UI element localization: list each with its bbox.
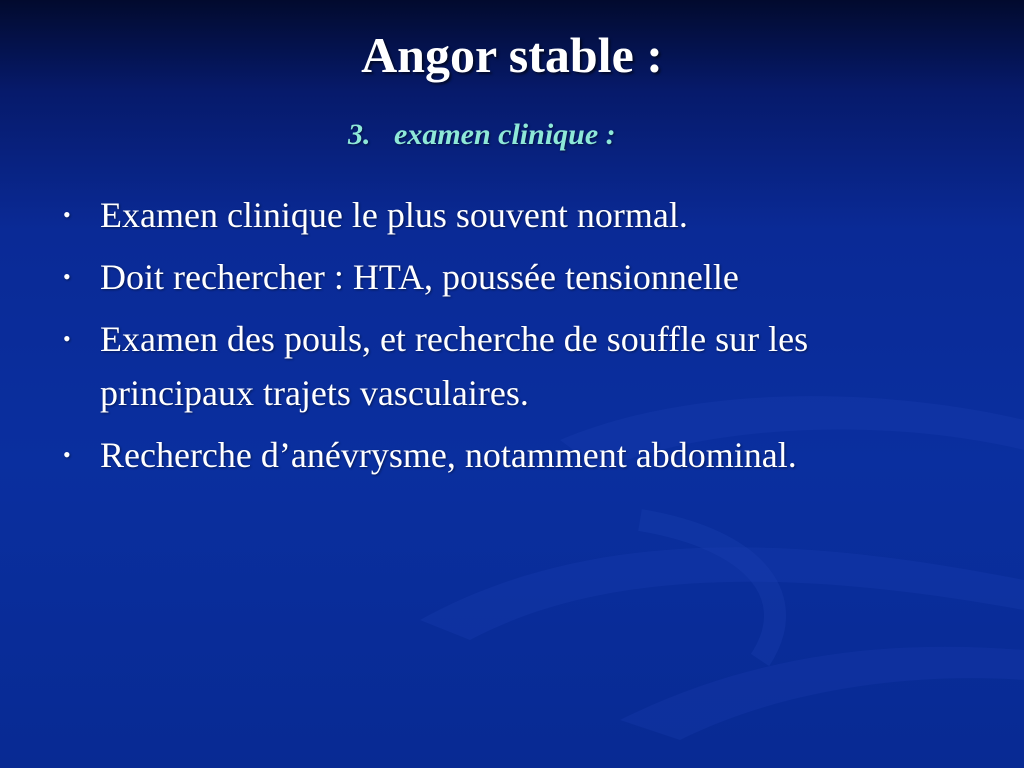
bullet-text: Examen des pouls, et recherche de souffle sur les principaux trajets vasculaires. bbox=[100, 319, 809, 413]
subtitle-text: examen clinique : bbox=[394, 118, 616, 151]
subtitle-number: 3. bbox=[348, 118, 371, 151]
bullet-dot-icon: • bbox=[63, 442, 71, 467]
bullet-dot-icon: • bbox=[63, 202, 71, 227]
bullet-dot-icon: • bbox=[63, 326, 71, 351]
bullet-dot-icon: • bbox=[63, 264, 71, 289]
slide-subtitle bbox=[348, 118, 616, 152]
slide-title: Angor stable : bbox=[361, 27, 663, 83]
bullet-text: Examen clinique le plus souvent normal. bbox=[100, 195, 688, 235]
bullet-item bbox=[60, 312, 960, 420]
bullet-text: Doit rechercher : HTA, poussée tensionnelle bbox=[100, 257, 739, 297]
bullet-text: Recherche d’anévrysme, notamment abdominal. bbox=[100, 435, 797, 475]
bullet-item bbox=[60, 428, 960, 482]
bullet-list bbox=[60, 188, 960, 490]
bullet-item bbox=[60, 250, 960, 304]
bullet-item bbox=[60, 188, 960, 242]
